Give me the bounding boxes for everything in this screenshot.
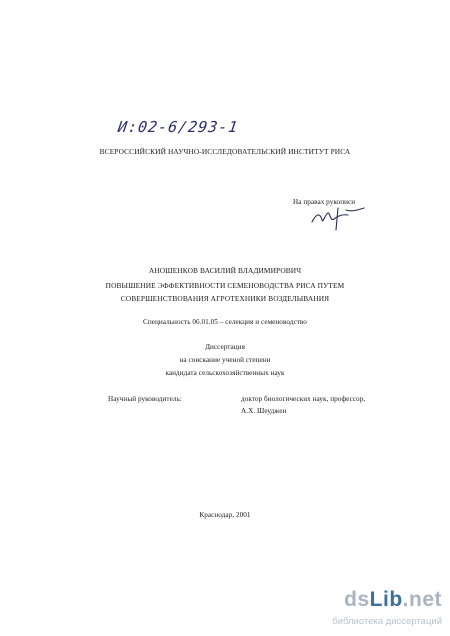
dslib-logo	[344, 588, 442, 612]
thesis-title-line1: ПОВЫШЕНИЕ ЭФФЕКТИВНОСТИ СЕМЕНОВОДСТВА РИСА ПУТЕМ	[105, 281, 345, 290]
institute-name: ВСЕРОССИЙСКИЙ НАУЧНО-ИССЛЕДОВАТЕЛЬСКИЙ ИНСТИТУТ РИСА	[99, 147, 351, 156]
degree-line1: на соискание ученой степени	[179, 356, 271, 364]
dslib-watermark[interactable]	[328, 588, 446, 632]
logo-ds: ds	[344, 588, 370, 611]
supervisor-title: доктор биологических наук, профессор,	[241, 395, 366, 403]
author-name: АНОШЕНКОВ ВАСИЛИЙ ВЛАДИМИРОВИЧ	[148, 266, 302, 275]
handwritten-catalog-code: И:02-6/293-1	[116, 118, 240, 136]
city-year: Краснодар, 2001	[199, 511, 251, 519]
specialty: Специальность 06.01.05 – селекция и семеноводство	[143, 318, 307, 326]
watermark-subtitle: библиотека диссертаций	[332, 616, 442, 627]
rights-notice: На правах рукописи	[293, 198, 356, 206]
signature-icon	[308, 204, 368, 232]
dissertation-label: Диссертация	[205, 343, 245, 351]
supervisor-label: Научный руководитель:	[108, 395, 182, 403]
thesis-title-line2: СОВЕРШЕНСТВОВАНИЯ АГРОТЕХНИКИ ВОЗДЕЛЫВАНИЯ	[120, 294, 330, 303]
degree-line2: кандидата сельскохозяйственных наук	[165, 369, 285, 377]
supervisor-name: А.Х. Шеуджен	[241, 407, 287, 415]
logo-lib: Lib	[369, 588, 403, 611]
logo-net: .net	[402, 588, 442, 611]
